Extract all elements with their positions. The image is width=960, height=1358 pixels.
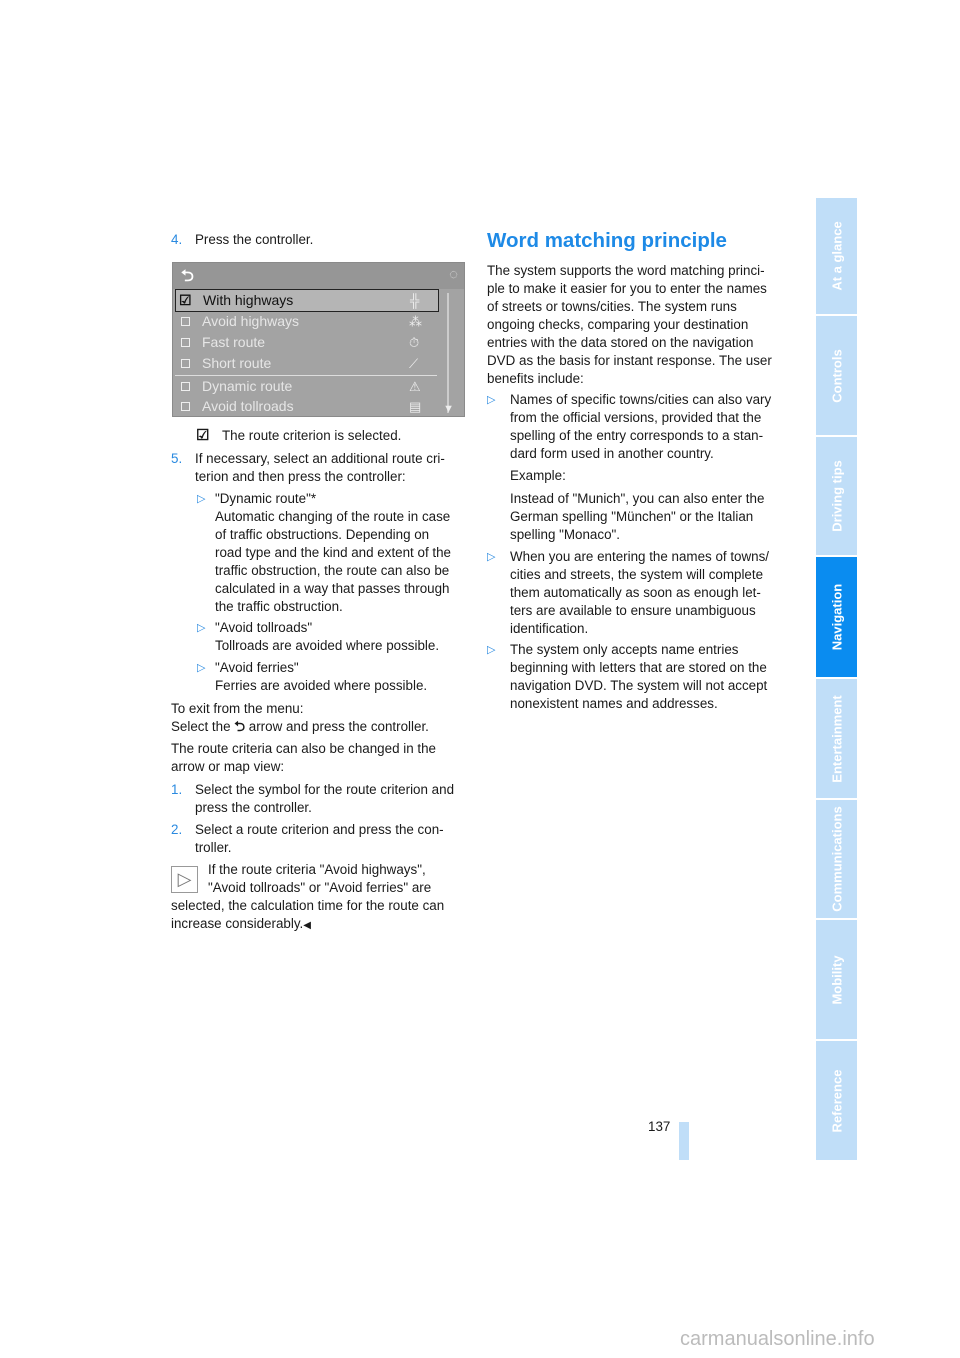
- sub-bullet: "Avoid tollroads" Tollroads are avoided where possible.: [215, 620, 440, 653]
- note-text: If the route criteria "Avoid highways", "Avoid tollroads" or "Avoid ferries" are: [208, 862, 432, 895]
- sub-bullet: "Avoid ferries" Ferries are avoided where possible.: [215, 660, 428, 693]
- checkbox-icon: [181, 402, 190, 411]
- tab-reference[interactable]: [816, 1041, 857, 1160]
- tab-at-a-glance[interactable]: [816, 198, 857, 314]
- page-number-bar: [679, 1122, 689, 1160]
- option-label: With highways: [203, 292, 294, 308]
- tab-label: Communications: [829, 806, 844, 912]
- exit-text-a: Select the: [171, 719, 231, 734]
- avoid-highway-icon: ⁂: [409, 314, 422, 329]
- tab-label: At a glance: [829, 221, 844, 291]
- checkmark-icon: ☑: [196, 427, 210, 444]
- route-option-fast-route[interactable]: [175, 332, 437, 353]
- step-text: If necessary, select an additional route cri- terion and then press the controller:: [195, 451, 445, 484]
- tab-mobility[interactable]: [816, 920, 857, 1039]
- tab-label: Mobility: [829, 954, 844, 1005]
- route-option-avoid-highways[interactable]: [175, 311, 437, 332]
- bullet-triangle-icon: ▷: [487, 551, 496, 563]
- note-text-cont: [171, 897, 444, 935]
- route-criteria-screenshot: [172, 262, 465, 417]
- tab-label: Navigation: [829, 583, 844, 651]
- exit-text: To exit from the menu:: [171, 701, 304, 716]
- bullet-text: Names of specific towns/cities can also vary from the official versions, provided that the spelling of the entry corresponds to a stan- dard form used in another country.: [510, 392, 772, 461]
- intro-paragraph: The system supports the word matching princi- ple to make it easier for you to enter the names of streets or towns/cities. The system runs ongoing checks, comparing your destination entries with the data stored on the navigation DVD as the basis for instant response. The user benefits include:: [487, 263, 772, 386]
- route-option-dynamic-route[interactable]: [175, 376, 437, 397]
- option-label: Fast route: [202, 334, 266, 350]
- option-label: Dynamic route: [202, 378, 293, 394]
- option-label: Avoid highways: [202, 313, 300, 329]
- step-number: 1.: [171, 782, 183, 797]
- section-heading: Word matching principle: [487, 229, 727, 252]
- traffic-icon: ⚠: [409, 379, 421, 394]
- screen-header: [173, 263, 464, 289]
- note-icon: ▷: [171, 866, 198, 893]
- bullet-triangle-icon: ▷: [197, 622, 206, 634]
- step-number: 5.: [171, 451, 183, 466]
- tab-label: Reference: [829, 1069, 844, 1132]
- note-text-body: selected, the calculation time for the route can increase considerably.: [171, 898, 445, 931]
- stopwatch-icon: ⏱: [409, 335, 420, 350]
- page-number: 137: [648, 1119, 671, 1134]
- step-text: Select a route criterion and press the con- troller.: [195, 822, 444, 855]
- option-label: Short route: [202, 355, 272, 371]
- checkbox-icon: [181, 359, 190, 368]
- tab-label: Driving tips: [829, 460, 844, 532]
- back-arrow-icon: ⮌: [181, 268, 194, 285]
- bullet-triangle-icon: ▷: [197, 662, 206, 674]
- controller-icon: ◌: [449, 266, 458, 283]
- tab-navigation[interactable]: [816, 557, 857, 677]
- checkbox-icon: [181, 338, 190, 347]
- bullet-text: When you are entering the names of towns/ cities and streets, the system will complete them automatically as soon as enough let- ters are available to ensure unambiguous identification.: [510, 549, 770, 636]
- checked-box-icon: ☑: [179, 292, 192, 308]
- route-option-avoid-tollroads[interactable]: [175, 396, 437, 417]
- bullet-triangle-icon: ▷: [487, 394, 496, 406]
- step-text: Press the controller.: [195, 232, 314, 247]
- scrollbar: [447, 293, 461, 413]
- tab-communications[interactable]: [816, 800, 857, 918]
- step-text: Select the symbol for the route criterion and press the controller.: [195, 782, 455, 815]
- route-option-short-route[interactable]: [175, 353, 437, 374]
- sub-bullet: "Dynamic route"* Automatic changing of the route in case of traffic obstructions. Depending on road type and the kind and extent of the traffic obstruction, the route can also be calculated in a way that passes through the traffic obstruction.: [215, 491, 451, 614]
- checkbox-icon: [181, 382, 190, 391]
- example-text: Instead of "Munich", you can also enter the German spelling "München" or the Italian spelling "Monaco".: [510, 491, 765, 542]
- step-number: 4.: [171, 232, 183, 247]
- bullet-triangle-icon: ▷: [487, 644, 496, 656]
- bullet-text: The system only accepts name entries beginning with letters that are stored on the navigation DVD. The system will not accept nonexistent names and addresses.: [510, 642, 768, 711]
- tab-label: Entertainment: [829, 694, 844, 783]
- checkbox-icon: [181, 317, 190, 326]
- highway-icon: ╬: [410, 293, 420, 308]
- divider: [175, 375, 437, 376]
- screenshot-caption: The route criterion is selected.: [222, 428, 402, 443]
- exit-instruction: [171, 718, 429, 736]
- step-number: 2.: [171, 822, 183, 837]
- example-label: Example:: [510, 468, 566, 483]
- route-option-with-highways[interactable]: [175, 289, 439, 312]
- tab-driving-tips[interactable]: [816, 437, 857, 555]
- back-arrow-icon: ⮌: [234, 719, 246, 734]
- criteria-text: The route criteria can also be changed in the arrow or map view:: [171, 741, 437, 774]
- end-mark-icon: ◀: [303, 920, 311, 931]
- scroll-down-icon: ▼: [443, 403, 454, 415]
- option-label: Avoid tollroads: [202, 398, 294, 414]
- short-route-icon: ⟋: [409, 356, 419, 371]
- tab-label: Controls: [829, 348, 844, 403]
- watermark: carmanualsonline.info: [680, 1328, 875, 1350]
- tab-entertainment[interactable]: [816, 679, 857, 798]
- bullet-triangle-icon: ▷: [197, 493, 206, 505]
- exit-text-b: arrow and press the controller.: [248, 719, 429, 734]
- toll-icon: ▤: [409, 399, 422, 414]
- tab-controls[interactable]: [816, 316, 857, 435]
